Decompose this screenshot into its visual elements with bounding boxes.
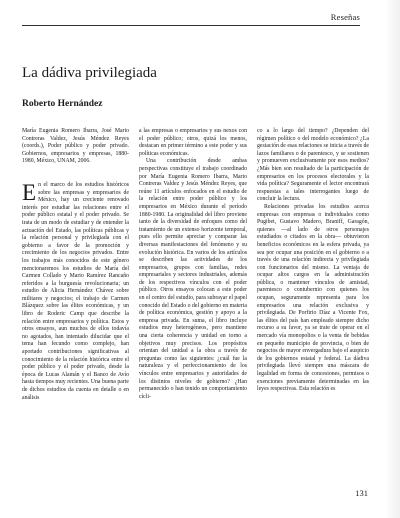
article-author: Roberto Hernández <box>22 99 103 109</box>
text-column-2 <box>139 128 247 401</box>
paragraph: Una contribución desde ambas perspectivas constituye el trabajo coordinado por María Eugenia Romero Ibarra, Mario Contreras Valdez y Jesús Méndez Reyes, que reúne 11 artículos enfocados en el estudio de la relación entre poder público y los empresarios en México durante el período 1880-1980. La originalidad del libro proviene tanto de la diversidad de enfoques como del tratamiento de un extenso horizonte temporal, pues ello permite apreciar y comparar las diversas manifestaciones del fenómeno y su evolución histórica. En varios de los artículos se describen las actividades de los empresarios, grupos con familias, redes empresariales y sectores industriales, además de los respectivos vínculos con el poder público. Otros ensayos colocan a este poder en el centro del estudio, para subrayar el papel conocido del Estado o del gobierno en materia de política económica, gestión y apoyo a la empresa privada. En suma, el libro incluye estudios muy heterogéneos, pero mantiene una cierta coherencia y unidad en torno a objetivos muy precisos. Los propósitos orientan del unidad a la obra a través de preguntas como las siguientes: ¿cuál fue la naturaleza y el perfeccionamiento de los vínculos entre empresarios y autoridades de los distintos niveles de gobierno? ¿Han permanecido o han tenido un comportamiento cícli- <box>139 158 247 400</box>
section-label: Reseñas <box>330 12 360 22</box>
text-column-3 <box>257 128 369 394</box>
paragraph <box>22 179 129 402</box>
article-title: La dádiva privilegiada <box>22 65 157 81</box>
paragraph: a las empresas o empresarios y sus nexos con el poder público; otros, quizá los menos, destacan en primer término a este poder y sus políticas económicas. <box>139 128 247 157</box>
drop-cap: E <box>22 179 37 205</box>
book-reference: María Eugenia Romero Ibarra, José Mario Contreras Valdez, Jesús Méndez Reyes (coords.), Poder público y poder privado. Gobiernos, empresarios y empresas, 1880-1980, México, UNAM, 2006. <box>22 128 129 165</box>
scan-edge-shadow <box>384 0 400 518</box>
paragraph: co a lo largo del tiempo? ¿Dependen del régimen político o del modelo económico? ¿La gestación de esas relaciones se inicia a través de lazos familiares o de parentesco, y se sostienen y promueven exclusivamente por esos medios? ¿Más bien son resultado de la participación de empresarios en los procesos electorales y la vida política? Seguramente el lector encontrará respuestas a tales interrogantes luego de concluir la lectura. <box>257 128 369 203</box>
text-column-1 <box>22 128 129 402</box>
paragraph-text: n el marco de los estudios históricos sobre las empresas y empresarios de México, hay un creciente renovado interés por estudiar las relaciones entre el poder público estatal y el poder privado. Se trata de un modo de estudiar y de entender la actuación del Estado, las políticas públicas y la relación personal y privilegiada con el gobierno a favor de la promoción y crecimiento de los negocios privados. Entre los trabajos más conocidos de este género mencionaremos los estudios de María del Carmen Collado y Mario Ramírez Rancaño referidos a la burguesía revolucionaria; un estudio de Alicia Hernández Chávez sobre militares y negocios; el trabajo de Carmen Blázquez sobre las élites económicas, y un libro de Roderic Camp que describe la relación entre empresarios y política. Estos y otros ensayos, aun muchos de ellos todavía no agotados, han intentado dilucidar que el tema han fecundo como complejo, han aportado contribuciones significativas al conocimiento de la relación histórica entre el poder público y el poder privado, desde la época de Lucas Alamán y el Banco de Avío hasta tiempos muy recientes. Una buena parte de dichos estudios da cuenta en detalle o en análisis <box>22 181 129 401</box>
header-rule <box>22 25 360 26</box>
paragraph: Relaciones privadas los estudios acerca empresas con empresas o individuales como Pugibet, Gustavo Madero, Braniff, Garagón, quienes —al lado de otros personajes estudiados o citados en la obra— obtuvieron beneficios económicos en la esfera privada, ya sea por ocupar una posición en el gobierno o a través de una relación indirecta y privilegiada con funcionarios del mismo. La ventaja de ocupar altos cargos en la administración pública, o mantener vínculos de amistad, parentesco o contubernio con quienes los ocupan, seguramente representa para los empresarios una relación exclusiva y privilegiada. De Porfirio Díaz a Vicente Fox, las élites del país han empleado siempre dicho recurso a su favor, ya se trate de operar en el mercado vía monopolios o la venta de bebidas en pequeño municipio de provincia, o bien de negocios de mayor envergadura bajo el auspicio de los gobiernos estatal y federal. La dádiva privilegiada llevó siempre una máscara de legalidad en forma de concesiones, permisos o exenciones previamente determinadas en las leyes respectivas. Esta relación es <box>257 203 369 393</box>
page-number: 131 <box>355 488 368 498</box>
